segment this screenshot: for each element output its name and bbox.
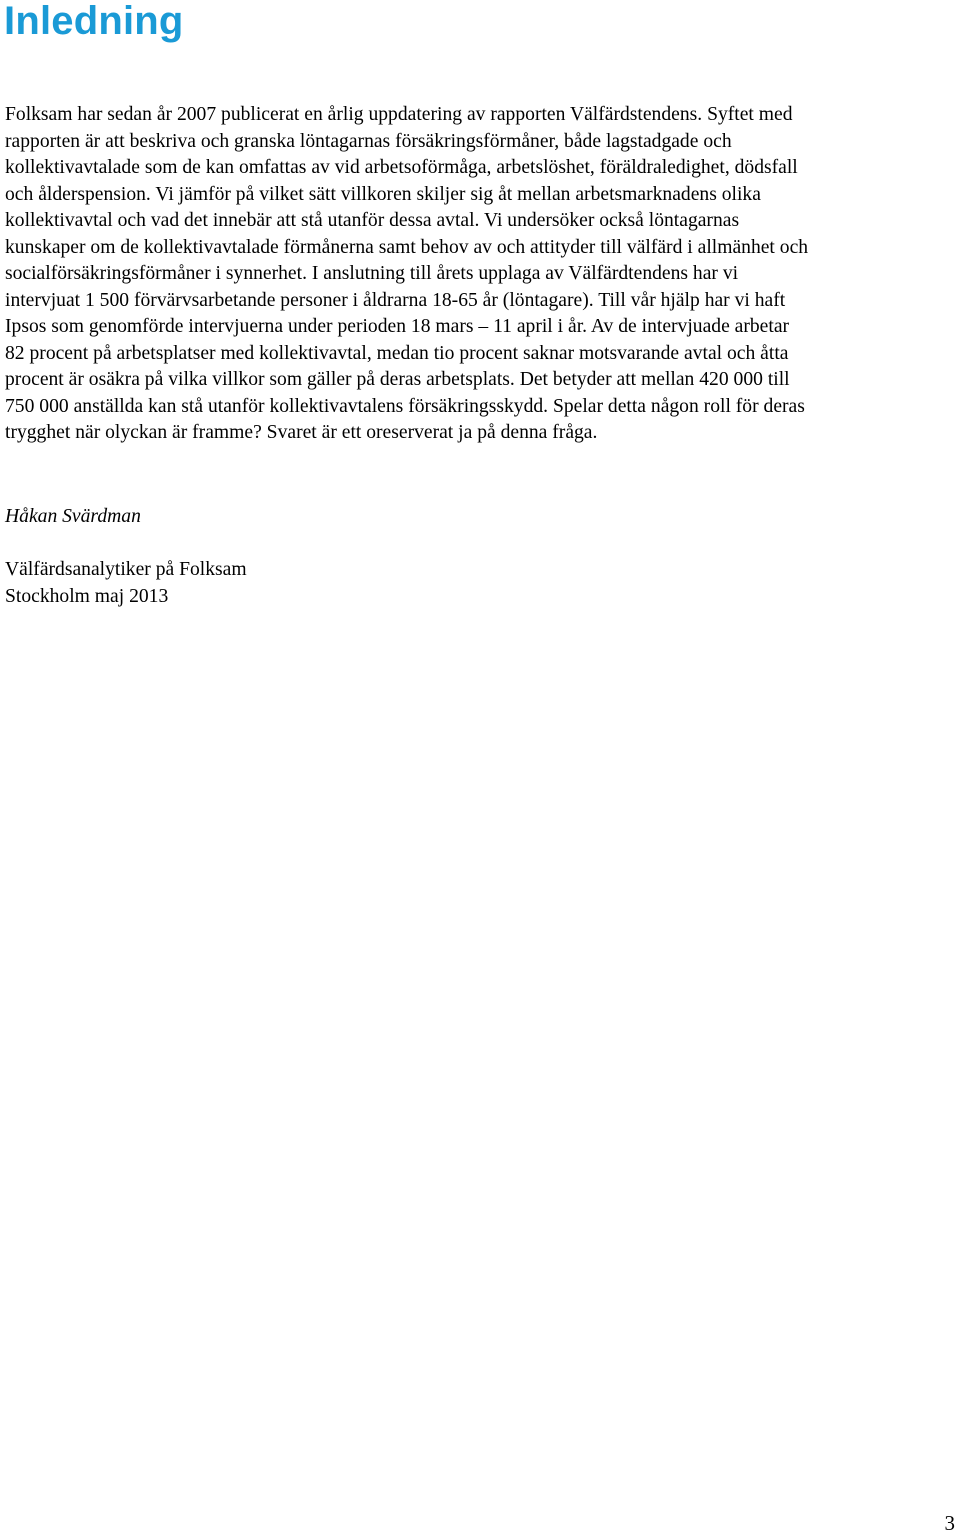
paragraph-line: och ålderspension. Vi jämför på vilket sätt villkoren skiljer sig åt mellan arbetsmarknadens olika xyxy=(5,183,761,205)
page-number: 3 xyxy=(944,1511,955,1535)
signature-name: Håkan Svärdman xyxy=(5,506,141,527)
signature-block xyxy=(5,557,247,610)
signature-place-date: Stockholm maj 2013 xyxy=(5,585,169,607)
paragraph-line: 82 procent på arbetsplatser med kollektivavtal, medan tio procent saknar motsvarande avtal och åtta xyxy=(5,342,789,364)
signature-title: Välfärdsanalytiker på Folksam xyxy=(5,559,247,580)
paragraph-line: 750 000 anställda kan stå utanför kollektivavtalens försäkringsskydd. Spelar detta någon roll för deras xyxy=(5,395,805,417)
paragraph-line: trygghet när olyckan är framme? Svaret är ett oreserverat ja på denna fråga. xyxy=(5,422,598,443)
paragraph-line: procent är osäkra på vilka villkor som gäller på deras arbetsplats. Det betyder att mellan 420 000 till xyxy=(5,369,790,390)
paragraph-line: kollektivavtal och vad det innebär att stå utanför dessa avtal. Vi undersöker också löntagarnas xyxy=(5,210,740,231)
paragraph-line: socialförsäkringsförmåner i synnerhet. I anslutning till årets upplaga av Välfärdtendens har vi xyxy=(5,263,739,284)
paragraph-line: Folksam har sedan år 2007 publicerat en årlig uppdatering av rapporten Välfärdstendens. Syftet med xyxy=(5,104,793,125)
page-title: Inledning xyxy=(4,0,184,43)
paragraph-line: kunskaper om de kollektivavtalade förmånerna samt behov av och attityder till välfärd i allmänhet och xyxy=(5,236,809,258)
intro-paragraph xyxy=(5,102,960,447)
paragraph-line: intervjuat 1 500 förvärvsarbetande personer i åldrarna 18-65 år (löntagare). Till vår hjälp har vi haft xyxy=(5,289,786,311)
paragraph-line: Ipsos som genomförde intervjuerna under perioden 18 mars – 11 april i år. Av de intervjuade arbetar xyxy=(5,316,790,337)
paragraph-line: kollektivavtalade som de kan omfattas av vid arbetsoförmåga, arbetslöshet, föräldraledighet, dödsfall xyxy=(5,157,798,178)
paragraph-line: rapporten är att beskriva och granska löntagarnas försäkringsförmåner, både lagstadgade och xyxy=(5,130,732,152)
